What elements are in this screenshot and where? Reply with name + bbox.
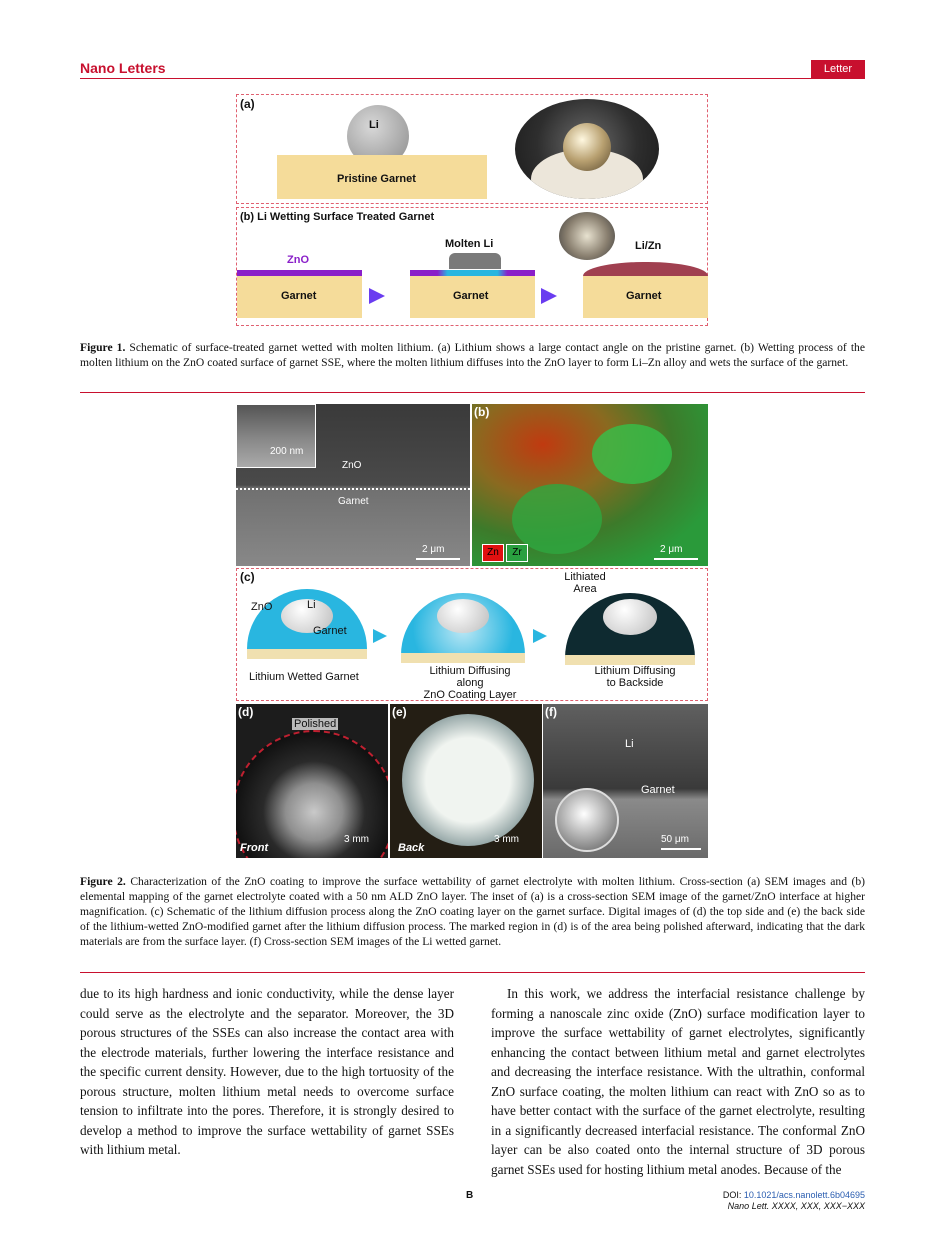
inset-scale-label: 200 nm: [270, 446, 304, 457]
step-2-label: Lithium Diffusing along ZnO Coating Layer: [423, 665, 517, 701]
article-type-badge: Letter: [811, 60, 865, 78]
scale-label: 2 μm: [660, 544, 683, 555]
figure-1-rule: [80, 392, 865, 393]
figure-2-panel-a: [236, 404, 470, 566]
arrow-icon: [533, 629, 547, 643]
lizn-label: Li/Zn: [635, 240, 662, 252]
li-label: Li: [307, 599, 316, 611]
panel-label: (b): [474, 405, 490, 419]
body-left-column: due to its high hardness and ionic conductivity, while the dense layer could serve as the electrolyte and the separator. Moreover, the 3D porous structures of the SSEs can also increase the contact area with the electrode materials, further lowering the interface resistance and the specific current density. However, due to the high tortuosity of the porous structure, molten lithium metal needs to overcome surface tension to infiltrate into the pores. Therefore, it is strongly desired to develop a method to improve the surface wettability of garnet SSEs with lithium metal.: [80, 986, 454, 1157]
scale-bar: [654, 558, 698, 560]
li-disc-inset: [555, 788, 619, 852]
molten-li-drop: [449, 253, 501, 269]
li-blob: [437, 599, 489, 633]
page-number: B: [466, 1190, 474, 1201]
caption-text: Schematic of surface-treated garnet wetted with molten lithium. (a) Lithium shows a large contact angle on the pristine garnet. (b) Wetting process of the molten lithium on the ZnO coated surface of garnet SSE, where the molten lithium diffuses into the ZnO layer to form Li–Zn alloy and wets the surface of the garnet.: [80, 341, 865, 369]
panel-label: (d): [238, 705, 254, 719]
li-label: Li: [625, 738, 634, 750]
doi-line: DOI: 10.1021/acs.nanolett.6b04695: [722, 1190, 865, 1200]
garnet-label: Garnet: [281, 290, 317, 302]
citation: Nano Lett. XXXX, XXX, XXX−XXX: [727, 1201, 865, 1211]
figure-2-panel-c: [236, 568, 708, 701]
garnet-label: Garnet: [338, 496, 369, 507]
interface-line: [236, 488, 470, 490]
journal-name: Nano Letters: [80, 60, 166, 76]
zno-label: ZnO: [251, 601, 273, 613]
scale-label: 2 μm: [422, 544, 445, 555]
back-label: Back: [398, 842, 425, 854]
panel-label: (c): [240, 570, 255, 584]
figure-1: [236, 94, 708, 326]
front-label: Front: [240, 842, 269, 854]
figure-2-panel-e: [390, 704, 542, 858]
back-disc: [402, 714, 534, 846]
panel-label: (e): [392, 705, 407, 719]
body-right-column: In this work, we address the interfacial resistance challenge by forming a nanoscale zinc oxide (ZnO) surface modification layer to improve the surface wettability of garnet electrolytes, significantly enhancing the contact between lithium metal and garnet electrolytes and decreasing the interface resistance. With the ultrathin, conformal ZnO surface coating, the molten lithium can react with ZnO so as to have better contact with the surface of the garnet electrolyte, resulting in a significantly decreased interfacial resistance. The conformal ZnO layer can be also coated onto the internal structure of 3D porous garnet SSEs used for hosting lithium metal anodes. Because of the: [491, 986, 865, 1177]
step-3-label: Lithium Diffusing to Backside: [594, 665, 676, 689]
scale-label: 3 mm: [494, 834, 519, 845]
li-label: Li: [369, 119, 379, 131]
panel-label: (f): [545, 705, 557, 719]
molten-li-label: Molten Li: [445, 238, 494, 250]
figure-2-panel-f: [543, 704, 708, 858]
garnet-label: Garnet: [453, 290, 489, 302]
figure-2-panel-d: [236, 704, 388, 858]
polished-label: Polished: [294, 718, 337, 730]
scale-bar: [661, 848, 701, 850]
garnet-label: Garnet: [626, 290, 662, 302]
caption-title: Figure 2.: [80, 875, 126, 888]
lithium-photo: [515, 99, 659, 199]
scale-bar: [416, 558, 460, 560]
zn-legend: Zn: [482, 544, 504, 562]
panel-label: (b) Li Wetting Surface Treated Garnet: [240, 211, 435, 223]
figure-2-caption: [80, 874, 865, 949]
lizn-photo: [559, 212, 615, 260]
lizn-alloy-layer: [583, 262, 708, 276]
zno-label: ZnO: [287, 254, 309, 266]
figure-1-panel-a: [236, 94, 708, 204]
figure-2-rule: [80, 972, 865, 973]
sem-inset: [236, 404, 316, 468]
garnet-label: Garnet: [313, 625, 347, 637]
figure-1-caption: [80, 340, 865, 370]
caption-text: Characterization of the ZnO coating to improve the surface wettability of garnet electrolyte with molten lithium. Cross-section (a) SEM images and (b) elemental mapping of the garnet electrolyte coated with a 50 nm ALD ZnO layer. The inset of (a) is a cross-section SEM image of the garnet/ZnO interface at higher magnification. (c) Schematic of the lithium diffusion process along the ZnO coating layer on the garnet surface. Digital images of (d) the top side and (e) the back side of the lithium-wetted ZnO-modified garnet after the lithium diffusion process. The marked region in (d) is of the area being polished afterward, indicating that the dark materials are from the surface layer. (f) Cross-section SEM images of the Li wetted garnet.: [80, 875, 865, 948]
header-rule: [80, 78, 865, 79]
pristine-garnet-label: Pristine Garnet: [337, 173, 416, 185]
zno-label: ZnO: [342, 460, 362, 471]
panel-label: (a): [240, 97, 255, 111]
figure-2-panel-b: [472, 404, 708, 566]
garnet-label: Garnet: [641, 784, 675, 796]
figure-1-panel-b: [236, 207, 708, 326]
zr-legend: Zr: [506, 544, 528, 562]
arrow-icon: [373, 629, 387, 643]
caption-title: Figure 1.: [80, 341, 126, 354]
li-blob: [603, 599, 657, 635]
lithiated-area-label: Lithiated Area: [564, 571, 606, 595]
scale-label: 50 μm: [661, 834, 689, 845]
doi-link[interactable]: 10.1021/acs.nanolett.6b04695: [743, 1190, 865, 1200]
step-1-label: Lithium Wetted Garnet: [249, 671, 359, 683]
scale-label: 3 mm: [344, 834, 369, 845]
